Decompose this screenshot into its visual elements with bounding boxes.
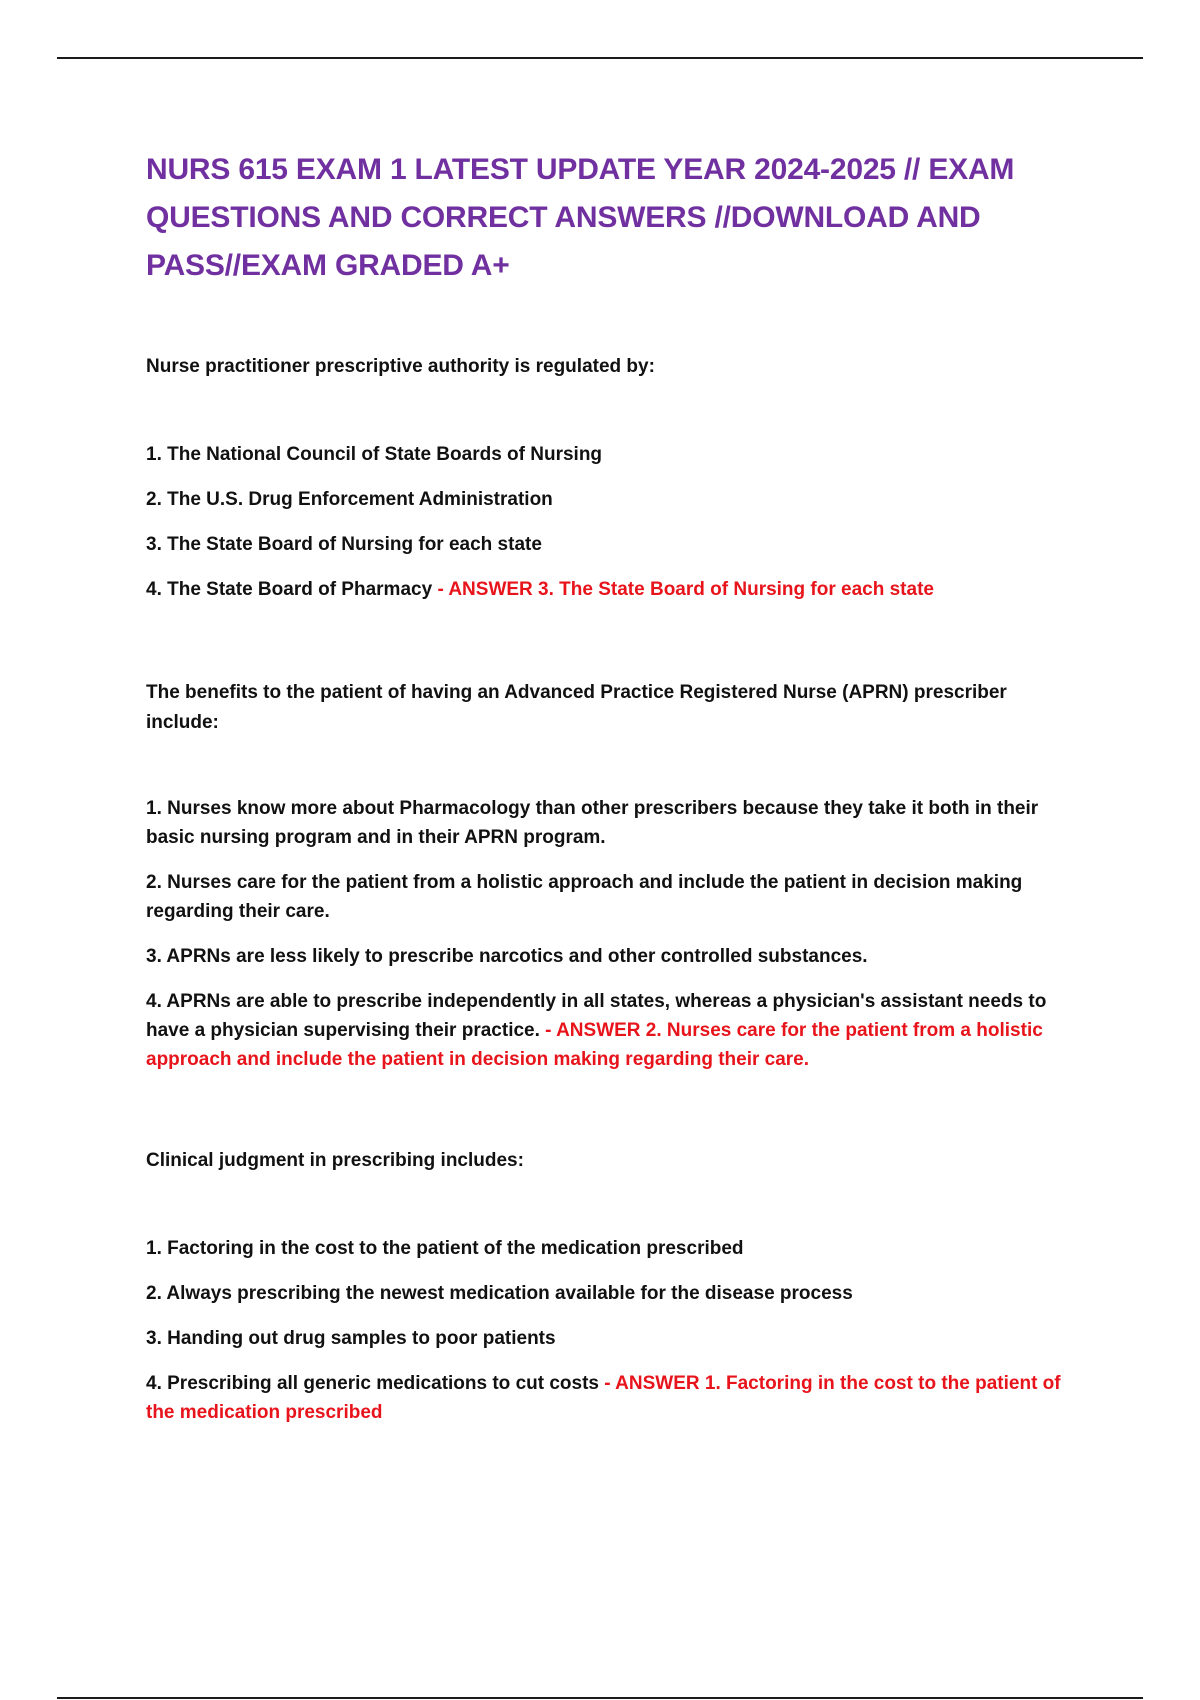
- question-block: [146, 1146, 1076, 1427]
- option-item: [146, 868, 1076, 926]
- bottom-rule: [57, 1697, 1143, 1699]
- option-item: [146, 794, 1076, 852]
- question-prompt: Nurse practitioner prescriptive authority is regulated by:: [146, 356, 655, 377]
- option-text: 4. The State Board of Pharmacy: [146, 579, 433, 600]
- option-text: 1. The National Council of State Boards of Nursing: [146, 444, 603, 465]
- question-prompt: The benefits to the patient of having an Advanced Practice Registered Nurse (APRN) prescriber include:: [146, 682, 1007, 733]
- option-list: [146, 440, 1076, 604]
- option-item: [146, 440, 1076, 469]
- option-item: [146, 1234, 1076, 1263]
- option-text: 3. APRNs are less likely to prescribe narcotics and other controlled substances.: [146, 946, 868, 967]
- answer-text: - ANSWER 2. Nurses care for the patient from a holistic approach and include the patient in decision making regarding their care.: [146, 1020, 1043, 1070]
- answer-text: - ANSWER 1. Factoring in the cost to the patient of the medication prescribed: [146, 1373, 1061, 1423]
- option-text: 1. Factoring in the cost to the patient of the medication prescribed: [146, 1238, 744, 1259]
- option-text: 4. APRNs are able to prescribe independently in all states, whereas a physician's assistant needs to have a physician supervising their practice.: [146, 991, 1047, 1041]
- option-item: [146, 987, 1076, 1074]
- document-body: [146, 146, 1076, 1427]
- option-text: 1. Nurses know more about Pharmacology than other prescribers because they take it both in their basic nursing program and in their APRN program.: [146, 798, 1039, 848]
- option-text: 2. Nurses care for the patient from a holistic approach and include the patient in decision making regarding their care.: [146, 872, 1023, 922]
- option-list: [146, 1234, 1076, 1427]
- option-item: [146, 942, 1076, 971]
- option-item: [146, 575, 1076, 604]
- option-text: 2. The U.S. Drug Enforcement Administration: [146, 489, 553, 510]
- option-text: 3. Handing out drug samples to poor patients: [146, 1328, 556, 1349]
- top-rule: [57, 57, 1143, 59]
- option-list: [146, 794, 1076, 1074]
- question-block: [146, 352, 1076, 604]
- option-text: 3. The State Board of Nursing for each state: [146, 534, 542, 555]
- option-text: 4. Prescribing all generic medications to cut costs: [146, 1373, 599, 1394]
- option-item: [146, 1369, 1076, 1427]
- question-block: [146, 678, 1076, 1074]
- answer-text: - ANSWER 3. The State Board of Nursing for each state: [437, 579, 934, 600]
- option-item: [146, 1279, 1076, 1308]
- option-item: [146, 485, 1076, 514]
- option-item: [146, 530, 1076, 559]
- question-prompt: Clinical judgment in prescribing includes:: [146, 1150, 524, 1171]
- document-title: NURS 615 EXAM 1 LATEST UPDATE YEAR 2024-2025 // EXAM QUESTIONS AND CORRECT ANSWERS //DOWNLOAD AND PASS//EXAM GRADED A+: [146, 153, 1015, 282]
- option-text: 2. Always prescribing the newest medication available for the disease process: [146, 1283, 853, 1304]
- option-item: [146, 1324, 1076, 1353]
